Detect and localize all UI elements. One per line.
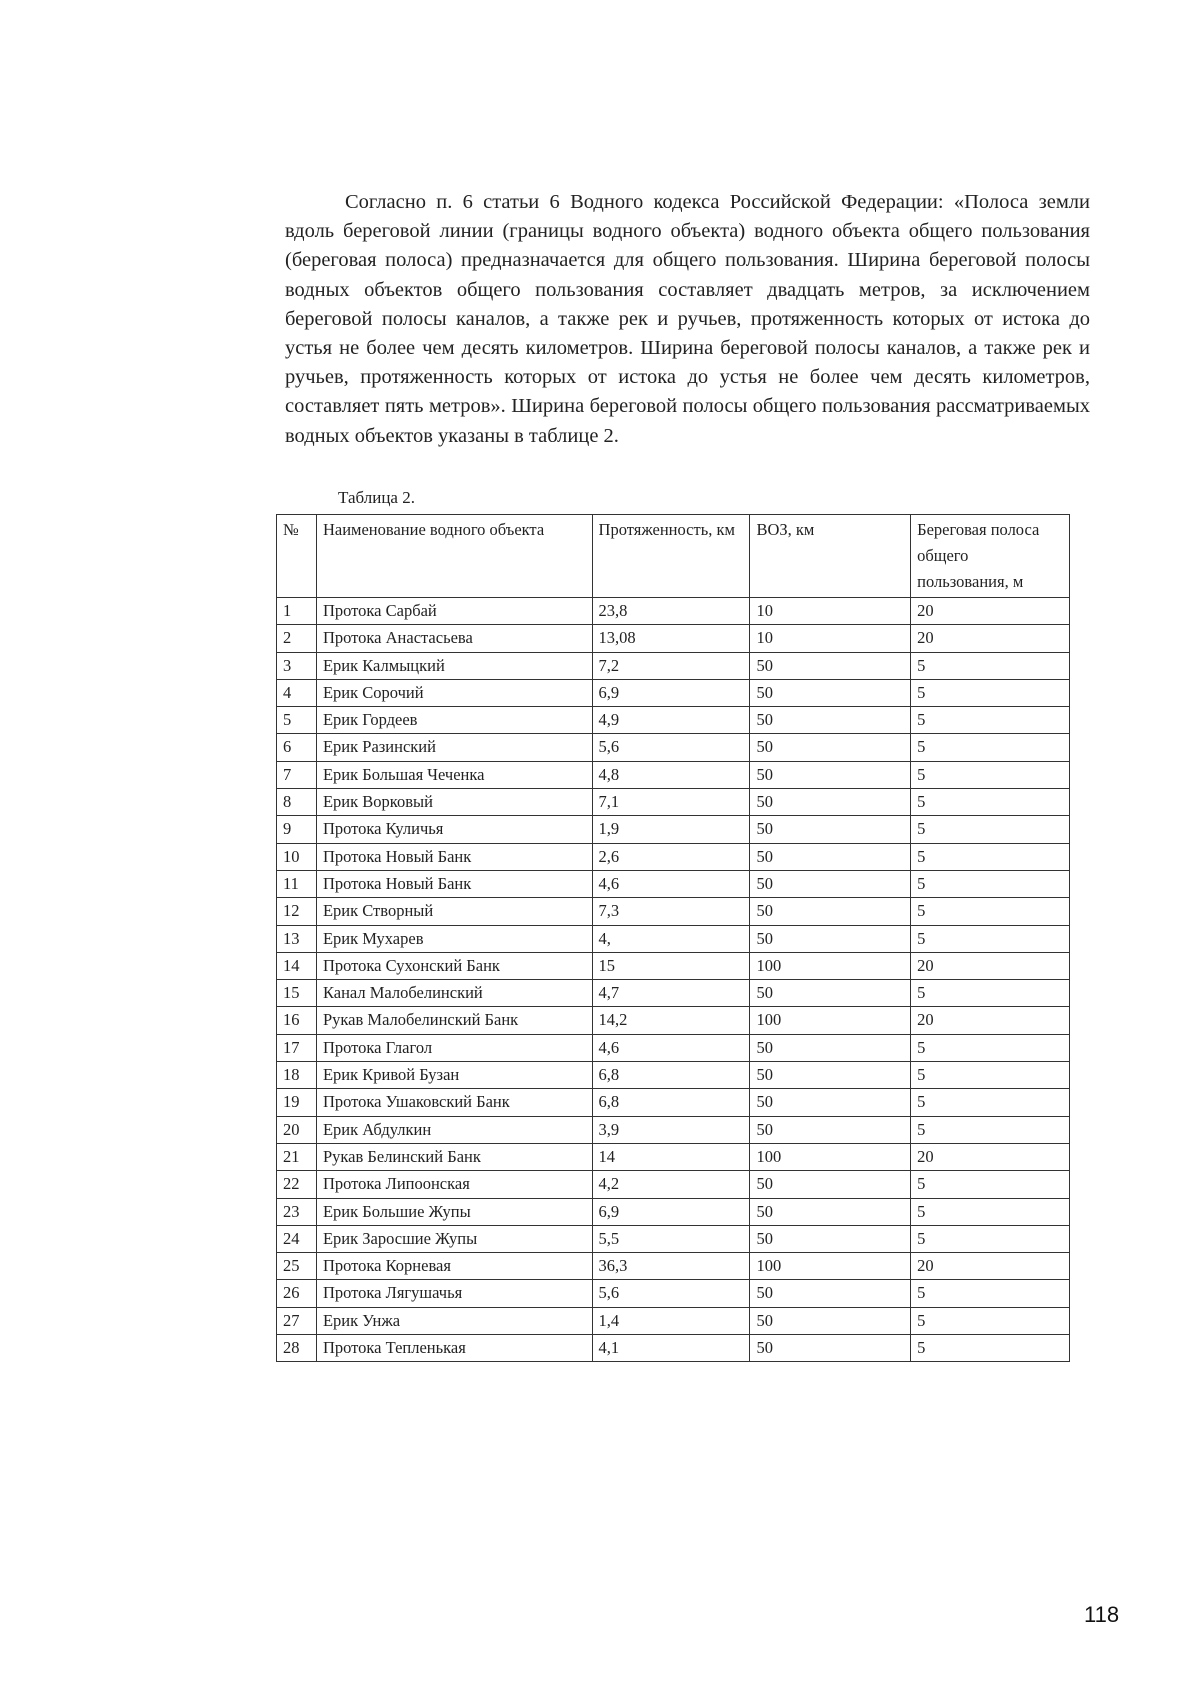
cell-name: Рукав Белинский Банк bbox=[316, 1143, 592, 1170]
table-row bbox=[277, 1225, 1070, 1252]
cell-shore: 20 bbox=[911, 625, 1070, 652]
cell-shore: 20 bbox=[911, 1143, 1070, 1170]
table-row bbox=[277, 843, 1070, 870]
cell-name: Ерик Сорочий bbox=[316, 679, 592, 706]
cell-length: 4,8 bbox=[592, 761, 750, 788]
cell-shore: 5 bbox=[911, 1034, 1070, 1061]
cell-shore: 5 bbox=[911, 761, 1070, 788]
cell-shore: 5 bbox=[911, 789, 1070, 816]
cell-voz: 50 bbox=[750, 898, 911, 925]
cell-num: 19 bbox=[277, 1089, 317, 1116]
cell-name: Ерик Гордеев bbox=[316, 707, 592, 734]
table-row bbox=[277, 1253, 1070, 1280]
cell-length: 4,6 bbox=[592, 1034, 750, 1061]
table-row bbox=[277, 898, 1070, 925]
cell-shore: 5 bbox=[911, 1307, 1070, 1334]
cell-length: 6,9 bbox=[592, 1198, 750, 1225]
cell-voz: 100 bbox=[750, 1007, 911, 1034]
cell-shore: 5 bbox=[911, 843, 1070, 870]
cell-shore: 5 bbox=[911, 679, 1070, 706]
cell-voz: 50 bbox=[750, 1062, 911, 1089]
cell-name: Протока Куличья bbox=[316, 816, 592, 843]
table-header-row bbox=[277, 515, 1070, 598]
cell-num: 9 bbox=[277, 816, 317, 843]
header-length: Протяженность, км bbox=[592, 515, 750, 598]
cell-voz: 10 bbox=[750, 598, 911, 625]
cell-name: Протока Лягушачья bbox=[316, 1280, 592, 1307]
water-objects-table bbox=[276, 514, 1070, 1362]
table-row bbox=[277, 679, 1070, 706]
cell-length: 4,2 bbox=[592, 1171, 750, 1198]
cell-num: 11 bbox=[277, 870, 317, 897]
table-row bbox=[277, 761, 1070, 788]
cell-name: Протока Анастасьева bbox=[316, 625, 592, 652]
cell-length: 7,2 bbox=[592, 652, 750, 679]
cell-voz: 100 bbox=[750, 1253, 911, 1280]
cell-shore: 5 bbox=[911, 1225, 1070, 1252]
table-row bbox=[277, 925, 1070, 952]
header-num: № bbox=[277, 515, 317, 598]
cell-voz: 100 bbox=[750, 1143, 911, 1170]
cell-voz: 50 bbox=[750, 1198, 911, 1225]
cell-num: 2 bbox=[277, 625, 317, 652]
table-row bbox=[277, 952, 1070, 979]
cell-num: 14 bbox=[277, 952, 317, 979]
cell-voz: 50 bbox=[750, 679, 911, 706]
table-row bbox=[277, 598, 1070, 625]
cell-voz: 50 bbox=[750, 761, 911, 788]
cell-voz: 50 bbox=[750, 652, 911, 679]
cell-num: 7 bbox=[277, 761, 317, 788]
cell-length: 1,9 bbox=[592, 816, 750, 843]
cell-shore: 5 bbox=[911, 652, 1070, 679]
table-row bbox=[277, 1280, 1070, 1307]
cell-shore: 5 bbox=[911, 925, 1070, 952]
cell-shore: 5 bbox=[911, 1116, 1070, 1143]
cell-name: Протока Новый Банк bbox=[316, 870, 592, 897]
cell-num: 20 bbox=[277, 1116, 317, 1143]
body-paragraph: Согласно п. 6 статьи 6 Водного кодекса Российской Федерации: «Полоса земли вдоль береговой линии (границы водного объекта) водного объекта общего пользования (береговая полоса) предназначается для общего пользования. Ширина береговой полосы водных объектов общего пользования составляет двадцать метров, за исключением береговой полосы каналов, а также рек и ручьев, протяженность которых от истока до устья не более чем десять километров. Ширина береговой полосы каналов, а также рек и ручьев, протяженность которых от истока до устья не более чем десять километров, составляет пять метров». Ширина береговой полосы общего пользования рассматриваемых водных объектов указаны в таблице 2. bbox=[285, 191, 1090, 447]
cell-name: Ерик Ворковый bbox=[316, 789, 592, 816]
cell-shore: 5 bbox=[911, 707, 1070, 734]
cell-num: 4 bbox=[277, 679, 317, 706]
cell-shore: 5 bbox=[911, 1335, 1070, 1362]
table-row bbox=[277, 1062, 1070, 1089]
cell-num: 10 bbox=[277, 843, 317, 870]
cell-shore: 5 bbox=[911, 1062, 1070, 1089]
cell-voz: 50 bbox=[750, 1307, 911, 1334]
cell-length: 2,6 bbox=[592, 843, 750, 870]
cell-voz: 50 bbox=[750, 707, 911, 734]
header-voz: ВОЗ, км bbox=[750, 515, 911, 598]
cell-name: Канал Малобелинский bbox=[316, 980, 592, 1007]
cell-length: 7,3 bbox=[592, 898, 750, 925]
table-row bbox=[277, 1034, 1070, 1061]
cell-voz: 100 bbox=[750, 952, 911, 979]
cell-name: Протока Липоонская bbox=[316, 1171, 592, 1198]
cell-num: 23 bbox=[277, 1198, 317, 1225]
cell-length: 7,1 bbox=[592, 789, 750, 816]
cell-name: Рукав Малобелинский Банк bbox=[316, 1007, 592, 1034]
cell-num: 8 bbox=[277, 789, 317, 816]
table-row bbox=[277, 707, 1070, 734]
header-name: Наименование водного объекта bbox=[316, 515, 592, 598]
page-number: 118 bbox=[1084, 1602, 1120, 1627]
table-row bbox=[277, 870, 1070, 897]
cell-num: 6 bbox=[277, 734, 317, 761]
cell-name: Ерик Кривой Бузан bbox=[316, 1062, 592, 1089]
cell-shore: 20 bbox=[911, 1253, 1070, 1280]
table-row bbox=[277, 980, 1070, 1007]
cell-num: 28 bbox=[277, 1335, 317, 1362]
table-row bbox=[277, 1307, 1070, 1334]
cell-name: Протока Новый Банк bbox=[316, 843, 592, 870]
cell-name: Ерик Заросшие Жупы bbox=[316, 1225, 592, 1252]
cell-shore: 5 bbox=[911, 1171, 1070, 1198]
cell-length: 4, bbox=[592, 925, 750, 952]
table-body bbox=[277, 598, 1070, 1362]
cell-num: 12 bbox=[277, 898, 317, 925]
cell-name: Протока Сарбай bbox=[316, 598, 592, 625]
cell-name: Ерик Унжа bbox=[316, 1307, 592, 1334]
cell-shore: 5 bbox=[911, 1198, 1070, 1225]
table-row bbox=[277, 1089, 1070, 1116]
cell-name: Протока Корневая bbox=[316, 1253, 592, 1280]
cell-voz: 50 bbox=[750, 1171, 911, 1198]
cell-voz: 50 bbox=[750, 1335, 911, 1362]
cell-shore: 20 bbox=[911, 952, 1070, 979]
cell-num: 17 bbox=[277, 1034, 317, 1061]
cell-num: 24 bbox=[277, 1225, 317, 1252]
cell-length: 13,08 bbox=[592, 625, 750, 652]
cell-length: 4,9 bbox=[592, 707, 750, 734]
cell-voz: 50 bbox=[750, 816, 911, 843]
cell-name: Протока Сухонский Банк bbox=[316, 952, 592, 979]
cell-length: 6,9 bbox=[592, 679, 750, 706]
cell-length: 4,7 bbox=[592, 980, 750, 1007]
cell-name: Протока Тепленькая bbox=[316, 1335, 592, 1362]
cell-num: 21 bbox=[277, 1143, 317, 1170]
cell-name: Ерик Мухарев bbox=[316, 925, 592, 952]
cell-shore: 5 bbox=[911, 1280, 1070, 1307]
cell-length: 4,6 bbox=[592, 870, 750, 897]
table-row bbox=[277, 1007, 1070, 1034]
cell-num: 25 bbox=[277, 1253, 317, 1280]
cell-name: Протока Глагол bbox=[316, 1034, 592, 1061]
cell-length: 6,8 bbox=[592, 1062, 750, 1089]
cell-num: 13 bbox=[277, 925, 317, 952]
table-row bbox=[277, 1143, 1070, 1170]
cell-voz: 50 bbox=[750, 1034, 911, 1061]
table-row bbox=[277, 789, 1070, 816]
cell-name: Протока Ушаковский Банк bbox=[316, 1089, 592, 1116]
cell-shore: 5 bbox=[911, 980, 1070, 1007]
cell-length: 6,8 bbox=[592, 1089, 750, 1116]
cell-num: 16 bbox=[277, 1007, 317, 1034]
table-row bbox=[277, 1116, 1070, 1143]
cell-voz: 50 bbox=[750, 925, 911, 952]
cell-num: 3 bbox=[277, 652, 317, 679]
cell-num: 15 bbox=[277, 980, 317, 1007]
cell-length: 36,3 bbox=[592, 1253, 750, 1280]
cell-shore: 5 bbox=[911, 734, 1070, 761]
cell-voz: 50 bbox=[750, 789, 911, 816]
cell-shore: 5 bbox=[911, 898, 1070, 925]
table-row bbox=[277, 1335, 1070, 1362]
cell-length: 5,6 bbox=[592, 1280, 750, 1307]
cell-shore: 20 bbox=[911, 598, 1070, 625]
cell-voz: 50 bbox=[750, 870, 911, 897]
cell-num: 18 bbox=[277, 1062, 317, 1089]
cell-name: Ерик Большая Чеченка bbox=[316, 761, 592, 788]
table-row bbox=[277, 734, 1070, 761]
cell-shore: 5 bbox=[911, 816, 1070, 843]
cell-length: 1,4 bbox=[592, 1307, 750, 1334]
cell-voz: 50 bbox=[750, 1225, 911, 1252]
cell-length: 3,9 bbox=[592, 1116, 750, 1143]
cell-name: Ерик Разинский bbox=[316, 734, 592, 761]
table-row bbox=[277, 816, 1070, 843]
cell-voz: 10 bbox=[750, 625, 911, 652]
table-row bbox=[277, 1198, 1070, 1225]
cell-name: Ерик Калмыцкий bbox=[316, 652, 592, 679]
cell-length: 14 bbox=[592, 1143, 750, 1170]
cell-shore: 20 bbox=[911, 1007, 1070, 1034]
cell-voz: 50 bbox=[750, 734, 911, 761]
cell-voz: 50 bbox=[750, 980, 911, 1007]
table-row bbox=[277, 625, 1070, 652]
cell-voz: 50 bbox=[750, 1116, 911, 1143]
header-shore: Береговая полоса общего пользования, м bbox=[911, 515, 1070, 598]
cell-voz: 50 bbox=[750, 1089, 911, 1116]
table-row bbox=[277, 1171, 1070, 1198]
table-caption: Таблица 2. bbox=[338, 488, 415, 507]
table-row bbox=[277, 652, 1070, 679]
cell-name: Ерик Створный bbox=[316, 898, 592, 925]
cell-shore: 5 bbox=[911, 1089, 1070, 1116]
cell-shore: 5 bbox=[911, 870, 1070, 897]
cell-length: 23,8 bbox=[592, 598, 750, 625]
cell-num: 22 bbox=[277, 1171, 317, 1198]
cell-name: Ерик Абдулкин bbox=[316, 1116, 592, 1143]
cell-length: 15 bbox=[592, 952, 750, 979]
cell-num: 27 bbox=[277, 1307, 317, 1334]
cell-voz: 50 bbox=[750, 1280, 911, 1307]
cell-length: 14,2 bbox=[592, 1007, 750, 1034]
cell-num: 26 bbox=[277, 1280, 317, 1307]
cell-length: 5,6 bbox=[592, 734, 750, 761]
cell-voz: 50 bbox=[750, 843, 911, 870]
cell-num: 5 bbox=[277, 707, 317, 734]
cell-length: 5,5 bbox=[592, 1225, 750, 1252]
cell-num: 1 bbox=[277, 598, 317, 625]
cell-length: 4,1 bbox=[592, 1335, 750, 1362]
cell-name: Ерик Большие Жупы bbox=[316, 1198, 592, 1225]
